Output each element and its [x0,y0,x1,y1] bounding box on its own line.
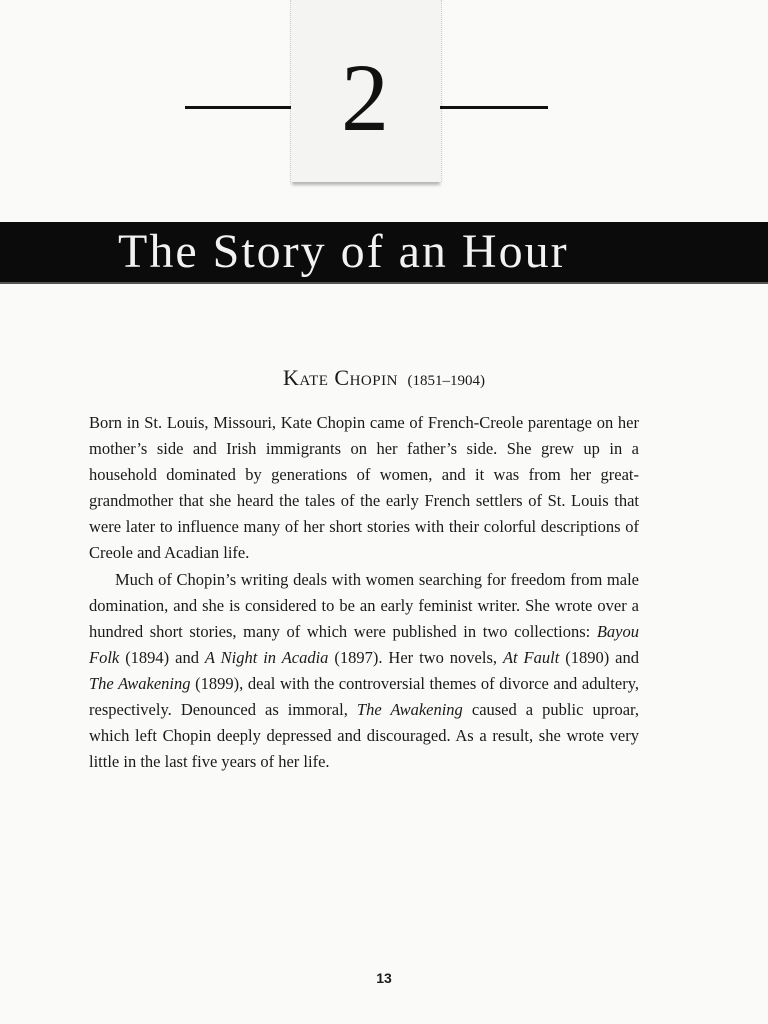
chapter-rule-left [185,106,291,109]
book-title-bayou-folk: Bayou Folk [89,621,639,667]
paragraph-2-text: (1897). Her two novels, [328,647,503,667]
book-title-the-awakening: The Awakening [89,673,191,693]
author-name: Kate Chopin [283,365,398,390]
paragraph-2-text: Much of Chopin’s writing deals with women searching for freedom from male domination, and she is considered to be an early feminist writer. She wrote over a hundred short stories, many of which were published in two collections: [89,569,639,641]
author-dates: (1851–1904) [407,373,485,389]
page-number: 13 [376,970,392,986]
book-title-a-night-in-acadia: A Night in Acadia [204,647,329,667]
paragraph-2-text: caused a public uproar, which left Chopin deeply depressed and discouraged. As a result, she wrote very little in the last five years of her life. [89,700,640,772]
author-heading [0,364,768,395]
paragraph-1: Born in St. Louis, Missouri, Kate Chopin came of French-Creole parentage on her mother’s side and Irish immigrants on her father’s side. She grew up in a household dominated by generations of women, and it was from her great-grandmother that she heard the tales of the early French settlers of St. Louis that were later to influence many of her short stories with their colorful descriptions of Creole and Acadian life. [89,413,639,563]
paragraph-2-text: (1899), deal with the controversial themes of divorce and adultery, respectively. Denounced as immoral, [89,673,639,720]
paragraph-2 [89,567,639,776]
chapter-title: The Story of an Hour [118,225,569,278]
paragraph-2-text: (1894) and [119,647,205,667]
paragraph-2-text: (1890) and [559,647,639,667]
author-biography [89,410,639,775]
chapter-rule-right [440,106,548,109]
chapter-number: 2 [341,44,389,151]
book-title-at-fault: At Fault [502,647,560,667]
book-title-the-awakening: The Awakening [356,700,463,720]
